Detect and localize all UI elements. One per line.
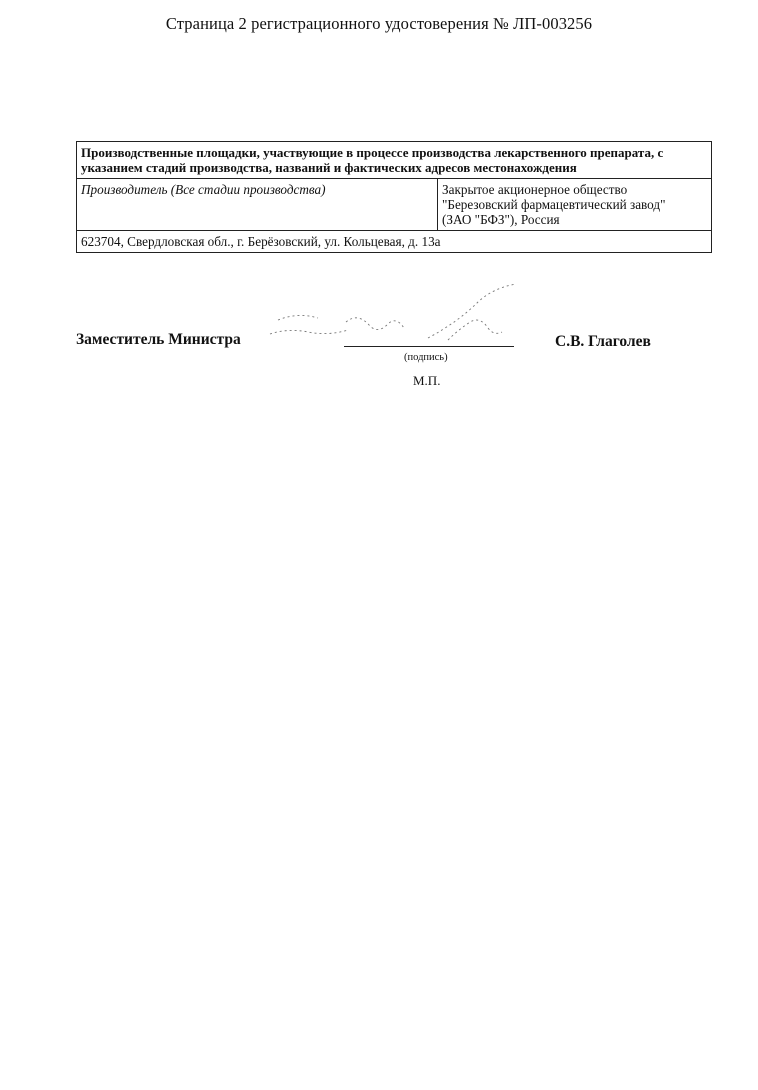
signature-line xyxy=(344,346,514,347)
company-line: (ЗАО "БФЗ"), Россия xyxy=(442,212,560,227)
signatory-name: С.В. Глаголев xyxy=(555,333,651,350)
signature-caption: (подпись) xyxy=(404,352,448,363)
page-header: Страница 2 регистрационного удостоверения № ЛП-003256 xyxy=(165,14,593,33)
address-row xyxy=(77,231,712,253)
manufacturer-role: Производитель (Все стадии производства) xyxy=(77,179,438,231)
signatory-position: Заместитель Министра xyxy=(76,331,241,348)
stamp-placeholder: М.П. xyxy=(413,373,441,388)
table-heading-row xyxy=(77,142,712,179)
table-row xyxy=(77,179,712,231)
company-line: Закрытое акционерное общество xyxy=(442,182,628,197)
table-heading: Производственные площадки, участвующие в процессе производства лекарственного препарата, с указанием стадий производства, названий и фактических адресов местонахождения xyxy=(77,142,712,179)
production-sites-table xyxy=(76,141,712,253)
handwritten-signature xyxy=(258,282,528,352)
company-line: "Березовский фармацевтический завод" xyxy=(442,197,666,212)
manufacturer-company xyxy=(438,179,712,231)
site-address: 623704, Свердловская обл., г. Берёзовский, ул. Кольцевая, д. 13а xyxy=(77,231,712,253)
